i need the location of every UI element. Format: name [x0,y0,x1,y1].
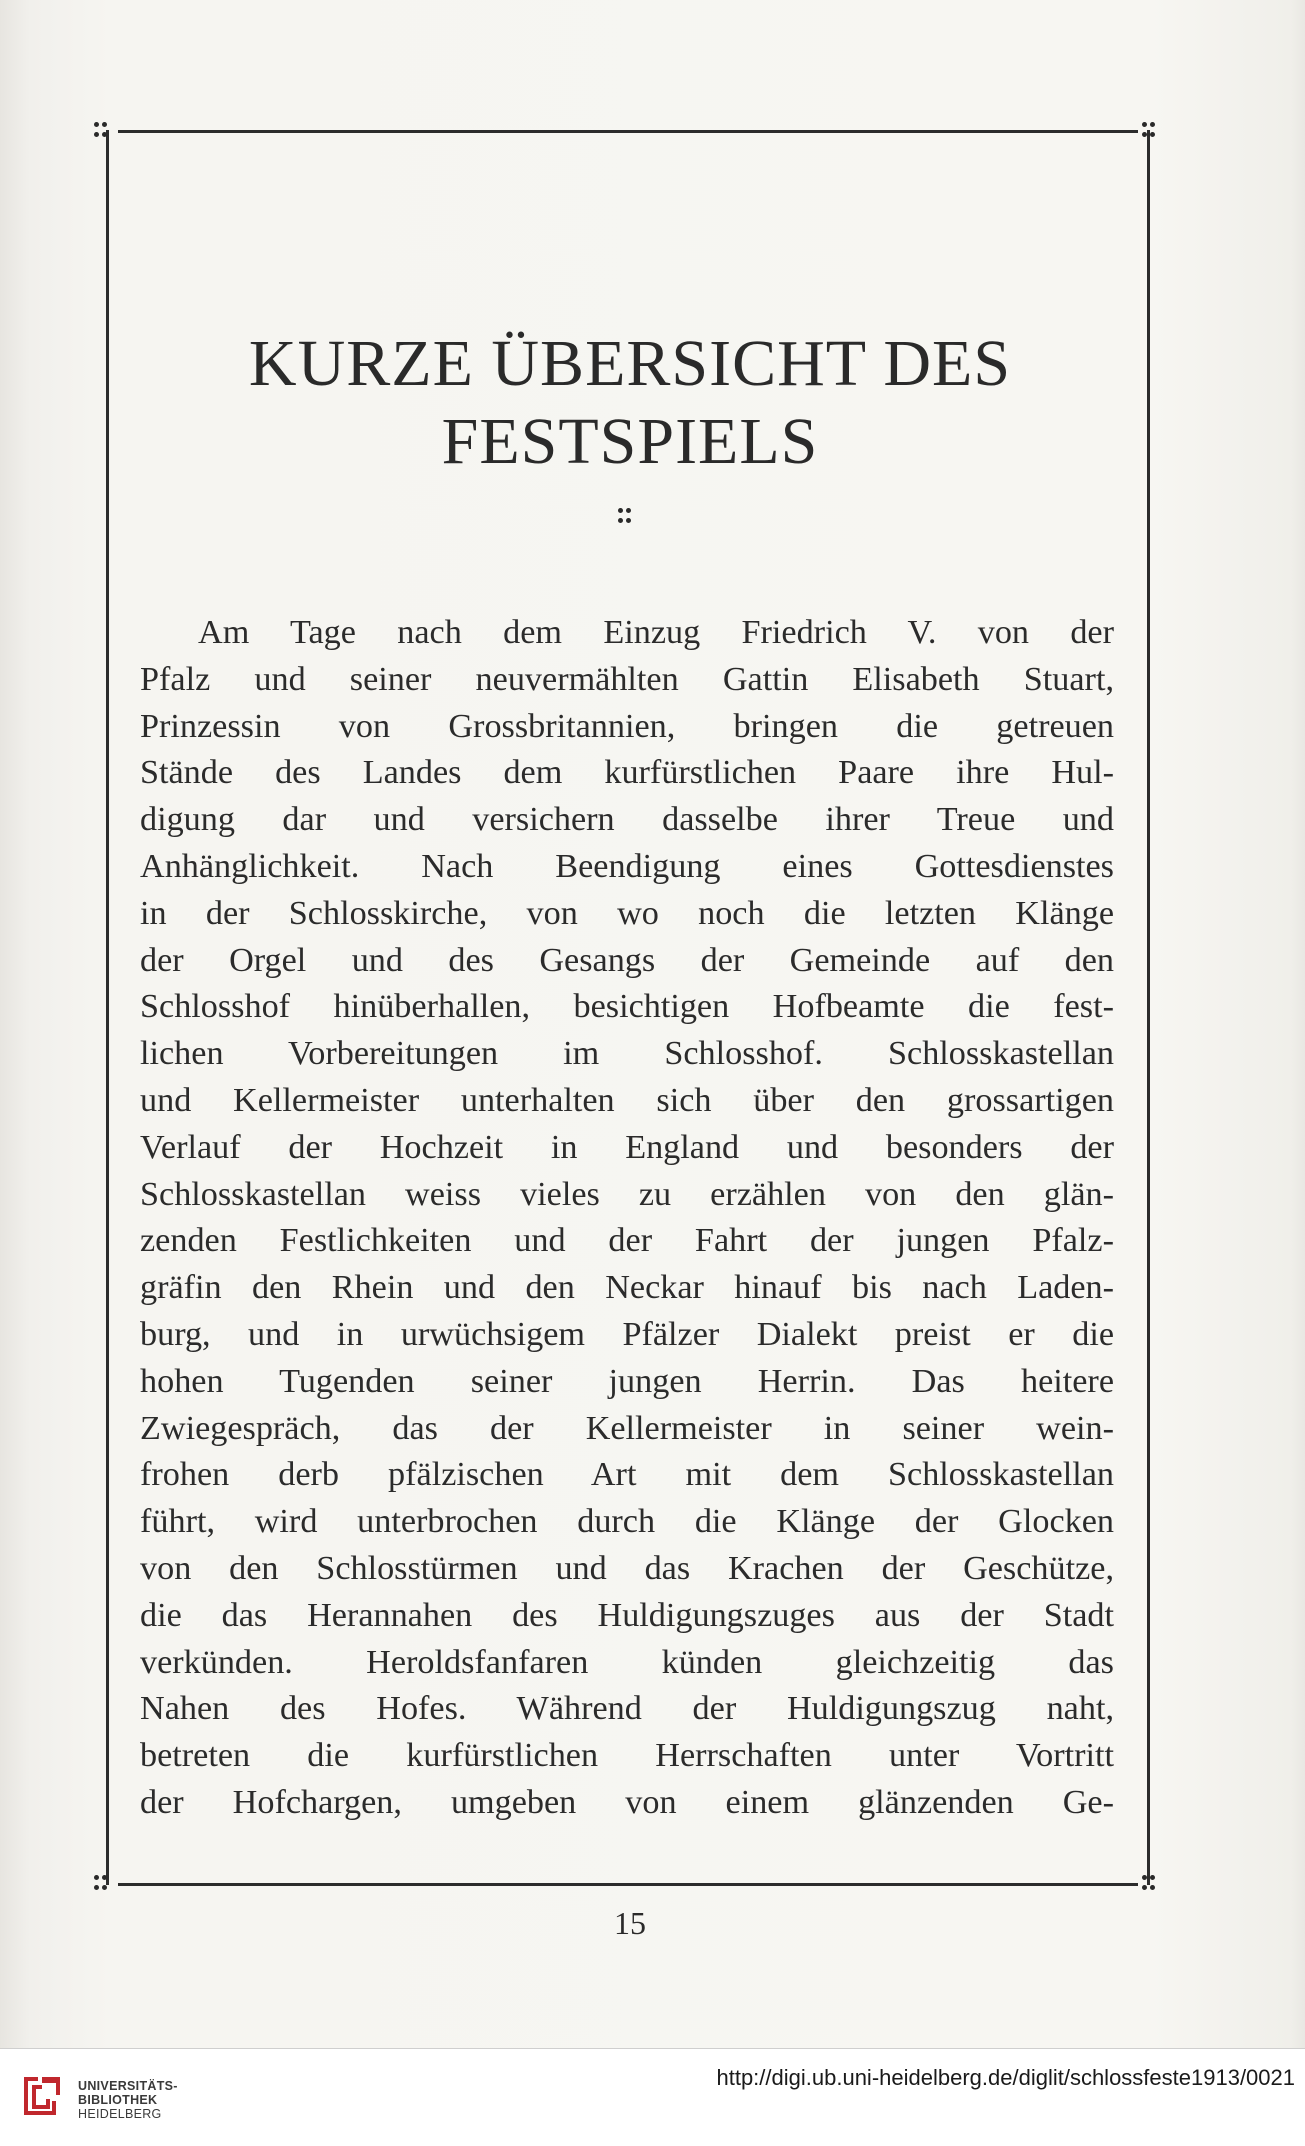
text-line: Anhänglichkeit. Nach Beendigung eines Gottesdienstes [140,847,1114,885]
text-line: betreten die kurfürstlichen Herrschaften unter Vortritt [140,1737,1114,1775]
text-line: digung dar und versichern dasselbe ihrer Treue und [140,801,1114,839]
text-line: Am Tage nach dem Einzug Friedrich V. von der [198,614,1114,651]
chapter-title [120,325,1140,481]
page-number: 15 [614,1905,646,1941]
university-library-logo-icon[interactable] [16,2071,68,2123]
text-line: Prinzessin von Grossbritannien, bringen die getreuen [140,707,1114,745]
text-line: der Orgel und des Gesangs der Gemeinde auf den [140,941,1114,979]
text-line: führt, wird unterbrochen durch die Klänge der Glocken [140,1503,1114,1541]
title-ornament-icon [618,506,632,528]
text-line: von den Schlosstürmen und das Krachen der Geschütze, [140,1549,1114,1587]
text-line: burg, und in urwüchsigem Pfälzer Dialekt preist er die [140,1315,1114,1353]
text-line: zenden Festlichkeiten und der Fahrt der jungen Pfalz- [140,1222,1114,1260]
library-name[interactable] [78,2079,178,2121]
text-line: Schlosshof hinüberhallen, besichtigen Hofbeamte die fest- [140,988,1114,1026]
body-paragraph [140,610,1114,1827]
library-name-line: UNIVERSITÄTS- [78,2079,178,2093]
corner-ornament-bottom-right-icon [1142,1873,1156,1895]
text-line: lichen Vorbereitungen im Schlosshof. Schlosskastellan [140,1035,1114,1073]
text-line: die das Herannahen des Huldigungszuges aus der Stadt [140,1596,1114,1634]
text-line: Nahen des Hofes. Während der Huldigungszug naht, [140,1690,1114,1728]
text-line: Schlosskastellan weiss vieles zu erzählen von den glän- [140,1175,1114,1213]
chapter-title-line: FESTSPIELS [441,405,819,478]
corner-ornament-bottom-left-icon [94,1873,108,1895]
text-line: Zwiegespräch, das der Kellermeister in seiner wein- [140,1409,1114,1447]
library-name-line: HEIDELBERG [78,2107,162,2121]
text-line: der Hofchargen, umgeben von einem glänzenden Ge- [140,1783,1114,1821]
text-line: Pfalz und seiner neuvermählten Gattin Elisabeth Stuart, [140,660,1114,698]
text-line: gräfin den Rhein und den Neckar hinauf bis nach Laden- [140,1269,1114,1307]
text-line: frohen derb pfälzischen Art mit dem Schlosskastellan [140,1456,1114,1494]
text-line: Verlauf der Hochzeit in England und besonders der [140,1128,1114,1166]
text-line: verkünden. Heroldsfanfaren künden gleichzeitig das [140,1643,1114,1681]
library-name-line: BIBLIOTHEK [78,2093,158,2107]
source-url-link[interactable]: http://digi.ub.uni-heidelberg.de/diglit/schlossfeste1913/0021 [716,2065,1295,2090]
frame-top-rule [118,130,1138,133]
text-line: hohen Tugenden seiner jungen Herrin. Das heitere [140,1362,1114,1400]
text-line: in der Schlosskirche, von wo noch die letzten Klänge [140,894,1114,932]
text-line: Stände des Landes dem kurfürstlichen Paare ihre Hul- [140,754,1114,792]
chapter-title-line: KURZE ÜBERSICHT DES [248,327,1012,400]
corner-ornament-top-right-icon [1142,120,1156,142]
text-line: und Kellermeister unterhalten sich über den grossartigen [140,1081,1114,1119]
frame-bottom-rule [118,1883,1138,1886]
corner-ornament-top-left-icon [94,120,108,142]
footer-bar [0,2048,1305,2146]
